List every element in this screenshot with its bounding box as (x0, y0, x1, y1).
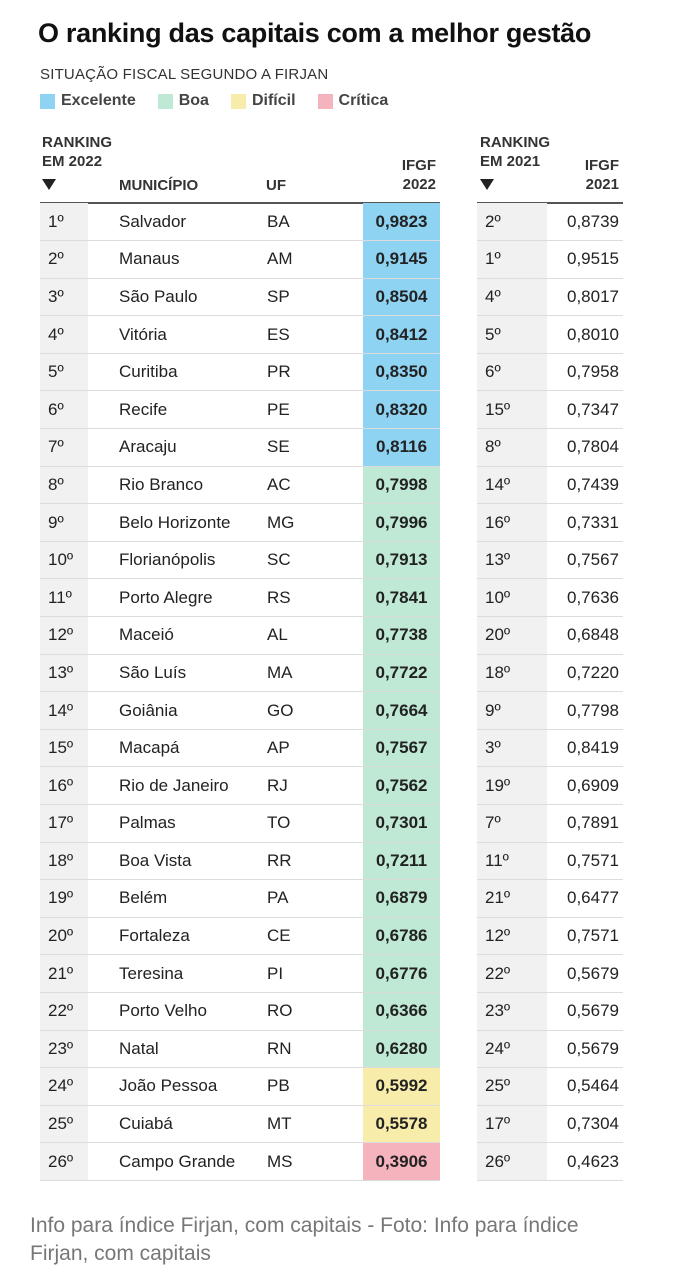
rank-2022-cell: 18º (40, 842, 88, 880)
table-row (40, 917, 623, 955)
column-gap (440, 278, 477, 316)
municipio-cell: Natal (88, 1030, 264, 1068)
municipio-cell: São Paulo (88, 278, 264, 316)
ifgf-2022-cell: 0,7996 (363, 504, 440, 542)
ifgf-2021-cell: 0,6848 (547, 617, 623, 655)
table-row (40, 1143, 623, 1181)
column-gap (440, 880, 477, 918)
table-row (40, 203, 623, 241)
municipio-cell: Vitória (88, 316, 264, 354)
column-gap (440, 842, 477, 880)
ifgf-2021-cell: 0,8017 (547, 278, 623, 316)
uf-cell: RN (264, 1030, 363, 1068)
table-row (40, 842, 623, 880)
header-ifgf-2021-line2: 2021 (585, 176, 619, 193)
rank-2022-cell: 13º (40, 654, 88, 692)
uf-cell: AM (264, 241, 363, 279)
rank-2021-cell: 9º (477, 692, 547, 730)
ifgf-2022-cell: 0,8116 (363, 429, 440, 467)
column-gap (440, 1068, 477, 1106)
rank-2021-cell: 17º (477, 1105, 547, 1143)
uf-cell: MS (264, 1143, 363, 1181)
municipio-cell: Porto Velho (88, 992, 264, 1030)
header-uf: UF (266, 177, 286, 194)
chart-subtitle: SITUAÇÃO FISCAL SEGUNDO A FIRJAN (40, 66, 329, 83)
table-row (40, 316, 623, 354)
uf-cell: RR (264, 842, 363, 880)
column-gap (440, 1143, 477, 1181)
header-ifgf-2022-line2: 2022 (402, 176, 436, 193)
ifgf-2022-cell: 0,7738 (363, 617, 440, 655)
municipio-cell: Palmas (88, 805, 264, 843)
rank-2021-cell: 21º (477, 880, 547, 918)
table-row (40, 955, 623, 993)
municipio-cell: Boa Vista (88, 842, 264, 880)
rank-2021-cell: 26º (477, 1143, 547, 1181)
rank-2021-cell: 16º (477, 504, 547, 542)
ifgf-2022-cell: 0,7301 (363, 805, 440, 843)
column-gap (440, 692, 477, 730)
legend-item-excelente (40, 92, 136, 110)
header-municipio: MUNICÍPIO (119, 177, 199, 194)
rank-2021-cell: 11º (477, 842, 547, 880)
ifgf-2021-cell: 0,6909 (547, 767, 623, 805)
rank-2022-cell: 11º (40, 579, 88, 617)
table-row (40, 617, 623, 655)
uf-cell: PE (264, 391, 363, 429)
uf-cell: AL (264, 617, 363, 655)
column-gap (440, 1105, 477, 1143)
rank-2022-cell: 23º (40, 1030, 88, 1068)
column-gap (440, 729, 477, 767)
column-gap (440, 241, 477, 279)
ifgf-2022-cell: 0,6879 (363, 880, 440, 918)
rank-2022-cell: 5º (40, 353, 88, 391)
header-ranking-2021-line2: EM 2021 (480, 153, 541, 170)
rank-2022-cell: 1º (40, 203, 88, 241)
table-row (40, 391, 623, 429)
table-row (40, 767, 623, 805)
uf-cell: GO (264, 692, 363, 730)
rank-2022-cell: 8º (40, 466, 88, 504)
column-gap (440, 391, 477, 429)
rank-2022-cell: 7º (40, 429, 88, 467)
municipio-cell: Macapá (88, 729, 264, 767)
photo-caption: Info para índice Firjan, com capitais - Foto: Info para índice Firjan, com capitais (30, 1214, 579, 1265)
rank-2021-cell: 12º (477, 917, 547, 955)
rank-2022-cell: 4º (40, 316, 88, 354)
rank-2021-cell: 24º (477, 1030, 547, 1068)
municipio-cell: São Luís (88, 654, 264, 692)
uf-cell: ES (264, 316, 363, 354)
table-row (40, 353, 623, 391)
rank-2021-cell: 10º (477, 579, 547, 617)
ifgf-2022-cell: 0,7841 (363, 579, 440, 617)
legend-label: Boa (178, 92, 209, 109)
ifgf-2021-cell: 0,5679 (547, 955, 623, 993)
rank-2022-cell: 26º (40, 1143, 88, 1181)
ifgf-2021-cell: 0,9515 (547, 241, 623, 279)
ifgf-2021-cell: 0,7220 (547, 654, 623, 692)
header-ifgf-2022 (393, 156, 436, 194)
municipio-cell: Curitiba (88, 353, 264, 391)
rank-2021-cell: 2º (477, 203, 547, 241)
ifgf-2022-cell: 0,8504 (363, 278, 440, 316)
column-gap (440, 1030, 477, 1068)
column-gap (440, 767, 477, 805)
ifgf-2022-cell: 0,8320 (363, 391, 440, 429)
ifgf-2022-cell: 0,9823 (363, 203, 440, 241)
header-ranking-2022 (42, 133, 112, 195)
uf-cell: BA (264, 203, 363, 241)
ifgf-2021-cell: 0,7304 (547, 1105, 623, 1143)
ifgf-2022-cell: 0,6776 (363, 955, 440, 993)
column-gap (440, 353, 477, 391)
column-gap (440, 203, 477, 241)
table-row (40, 992, 623, 1030)
chart-title: O ranking das capitais com a melhor gestão (38, 18, 592, 48)
rank-2021-cell: 7º (477, 805, 547, 843)
ifgf-2021-cell: 0,4623 (547, 1143, 623, 1181)
rank-2022-cell: 19º (40, 880, 88, 918)
rank-2022-cell: 6º (40, 391, 88, 429)
ifgf-2021-cell: 0,7571 (547, 917, 623, 955)
ifgf-2022-cell: 0,5578 (363, 1105, 440, 1143)
legend-item-critica (318, 92, 389, 110)
municipio-cell: Manaus (88, 241, 264, 279)
sort-down-arrow-icon (42, 179, 56, 190)
ifgf-2021-cell: 0,6477 (547, 880, 623, 918)
municipio-cell: Maceió (88, 617, 264, 655)
municipio-cell: Florianópolis (88, 541, 264, 579)
municipio-cell: Recife (88, 391, 264, 429)
legend-swatch (158, 94, 173, 109)
rank-2021-cell: 4º (477, 278, 547, 316)
rank-2022-cell: 2º (40, 241, 88, 279)
rank-2022-cell: 3º (40, 278, 88, 316)
ifgf-2022-cell: 0,5992 (363, 1068, 440, 1106)
column-gap (440, 955, 477, 993)
ifgf-2021-cell: 0,8739 (547, 203, 623, 241)
uf-cell: RJ (264, 767, 363, 805)
ifgf-2022-cell: 0,7562 (363, 767, 440, 805)
municipio-cell: Salvador (88, 203, 264, 241)
municipio-cell: Aracaju (88, 429, 264, 467)
table-row (40, 880, 623, 918)
municipio-cell: Porto Alegre (88, 579, 264, 617)
legend-label: Difícil (251, 92, 296, 109)
rank-2021-cell: 22º (477, 955, 547, 993)
header-ifgf-2021 (574, 156, 619, 194)
column-gap (440, 316, 477, 354)
rank-2021-cell: 8º (477, 429, 547, 467)
uf-cell: MG (264, 504, 363, 542)
table-row (40, 429, 623, 467)
uf-cell: PB (264, 1068, 363, 1106)
ifgf-2022-cell: 0,6366 (363, 992, 440, 1030)
uf-cell: PR (264, 353, 363, 391)
ifgf-2022-cell: 0,8412 (363, 316, 440, 354)
rank-2021-cell: 23º (477, 992, 547, 1030)
uf-cell: CE (264, 917, 363, 955)
municipio-cell: Fortaleza (88, 917, 264, 955)
ifgf-2022-cell: 0,6786 (363, 917, 440, 955)
column-gap (440, 992, 477, 1030)
municipio-cell: Campo Grande (88, 1143, 264, 1181)
rank-2021-cell: 15º (477, 391, 547, 429)
municipio-cell: Rio de Janeiro (88, 767, 264, 805)
ifgf-2021-cell: 0,7636 (547, 579, 623, 617)
table-row (40, 1105, 623, 1143)
uf-cell: SC (264, 541, 363, 579)
ifgf-2022-cell: 0,7664 (363, 692, 440, 730)
ifgf-2021-cell: 0,7439 (547, 466, 623, 504)
uf-cell: PA (264, 880, 363, 918)
table-row (40, 541, 623, 579)
table-row (40, 278, 623, 316)
uf-cell: PI (264, 955, 363, 993)
uf-cell: AC (264, 466, 363, 504)
ifgf-2021-cell: 0,7571 (547, 842, 623, 880)
municipio-cell: Rio Branco (88, 466, 264, 504)
ifgf-2021-cell: 0,7331 (547, 504, 623, 542)
municipio-cell: João Pessoa (88, 1068, 264, 1106)
uf-cell: RO (264, 992, 363, 1030)
ifgf-2022-cell: 0,7998 (363, 466, 440, 504)
rank-2022-cell: 20º (40, 917, 88, 955)
column-gap (440, 654, 477, 692)
ranking-table (40, 203, 623, 1181)
column-gap (440, 917, 477, 955)
rank-2021-cell: 19º (477, 767, 547, 805)
municipio-cell: Cuiabá (88, 1105, 264, 1143)
column-gap (440, 541, 477, 579)
ifgf-2021-cell: 0,5679 (547, 1030, 623, 1068)
ifgf-2021-cell: 0,8010 (547, 316, 623, 354)
column-gap (440, 617, 477, 655)
rank-2022-cell: 17º (40, 805, 88, 843)
table-row (40, 579, 623, 617)
municipio-cell: Teresina (88, 955, 264, 993)
table-row (40, 504, 623, 542)
ifgf-2022-cell: 0,9145 (363, 241, 440, 279)
column-gap (440, 805, 477, 843)
rank-2022-cell: 10º (40, 541, 88, 579)
uf-cell: SE (264, 429, 363, 467)
table-row (40, 805, 623, 843)
ifgf-2021-cell: 0,7804 (547, 429, 623, 467)
rank-2022-cell: 12º (40, 617, 88, 655)
column-gap (440, 466, 477, 504)
header-ranking-2021-line1: RANKING (480, 134, 550, 151)
ifgf-2021-cell: 0,7891 (547, 805, 623, 843)
table-row (40, 1068, 623, 1106)
ifgf-2021-cell: 0,7567 (547, 541, 623, 579)
ifgf-2022-cell: 0,6280 (363, 1030, 440, 1068)
rank-2022-cell: 22º (40, 992, 88, 1030)
column-gap (440, 429, 477, 467)
uf-cell: RS (264, 579, 363, 617)
uf-cell: TO (264, 805, 363, 843)
rank-2022-cell: 24º (40, 1068, 88, 1106)
header-ranking-2022-line2: EM 2022 (42, 153, 103, 170)
legend-label: Crítica (338, 92, 389, 109)
header-ifgf-2022-line1: IFGF (401, 157, 436, 174)
column-gap (440, 504, 477, 542)
rank-2022-cell: 15º (40, 729, 88, 767)
rank-2021-cell: 20º (477, 617, 547, 655)
rank-2022-cell: 14º (40, 692, 88, 730)
legend-swatch (231, 94, 246, 109)
uf-cell: AP (264, 729, 363, 767)
rank-2022-cell: 21º (40, 955, 88, 993)
ranking-table-body (40, 203, 623, 1180)
municipio-cell: Belo Horizonte (88, 504, 264, 542)
uf-cell: MA (264, 654, 363, 692)
rank-2021-cell: 3º (477, 729, 547, 767)
legend (40, 92, 410, 110)
legend-item-dificil (231, 92, 296, 110)
ifgf-2022-cell: 0,3906 (363, 1143, 440, 1181)
table-row (40, 654, 623, 692)
table-row (40, 729, 623, 767)
table-row (40, 466, 623, 504)
header-ifgf-2021-line1: IFGF (584, 157, 619, 174)
rank-2022-cell: 9º (40, 504, 88, 542)
rank-2021-cell: 5º (477, 316, 547, 354)
header-ranking-2021 (480, 133, 550, 195)
legend-item-boa (158, 92, 209, 110)
sort-down-arrow-icon (480, 179, 494, 190)
municipio-cell: Goiânia (88, 692, 264, 730)
ifgf-2022-cell: 0,7722 (363, 654, 440, 692)
legend-label: Excelente (61, 92, 136, 109)
municipio-cell: Belém (88, 880, 264, 918)
ifgf-2022-cell: 0,7211 (363, 842, 440, 880)
ifgf-2021-cell: 0,7958 (547, 353, 623, 391)
ifgf-2022-cell: 0,8350 (363, 353, 440, 391)
column-gap (440, 579, 477, 617)
rank-2021-cell: 13º (477, 541, 547, 579)
legend-swatch (318, 94, 333, 109)
ifgf-2021-cell: 0,7347 (547, 391, 623, 429)
uf-cell: SP (264, 278, 363, 316)
rank-2021-cell: 6º (477, 353, 547, 391)
rank-2021-cell: 1º (477, 241, 547, 279)
table-row (40, 692, 623, 730)
ifgf-2022-cell: 0,7913 (363, 541, 440, 579)
rank-2022-cell: 16º (40, 767, 88, 805)
rank-2021-cell: 14º (477, 466, 547, 504)
rank-2021-cell: 18º (477, 654, 547, 692)
table-row (40, 1030, 623, 1068)
ifgf-2021-cell: 0,5679 (547, 992, 623, 1030)
ifgf-2021-cell: 0,7798 (547, 692, 623, 730)
header-ranking-2022-line1: RANKING (42, 134, 112, 151)
ifgf-2021-cell: 0,8419 (547, 729, 623, 767)
rank-2021-cell: 25º (477, 1068, 547, 1106)
ifgf-2022-cell: 0,7567 (363, 729, 440, 767)
ifgf-2021-cell: 0,5464 (547, 1068, 623, 1106)
uf-cell: MT (264, 1105, 363, 1143)
legend-swatch (40, 94, 55, 109)
table-row (40, 241, 623, 279)
rank-2022-cell: 25º (40, 1105, 88, 1143)
